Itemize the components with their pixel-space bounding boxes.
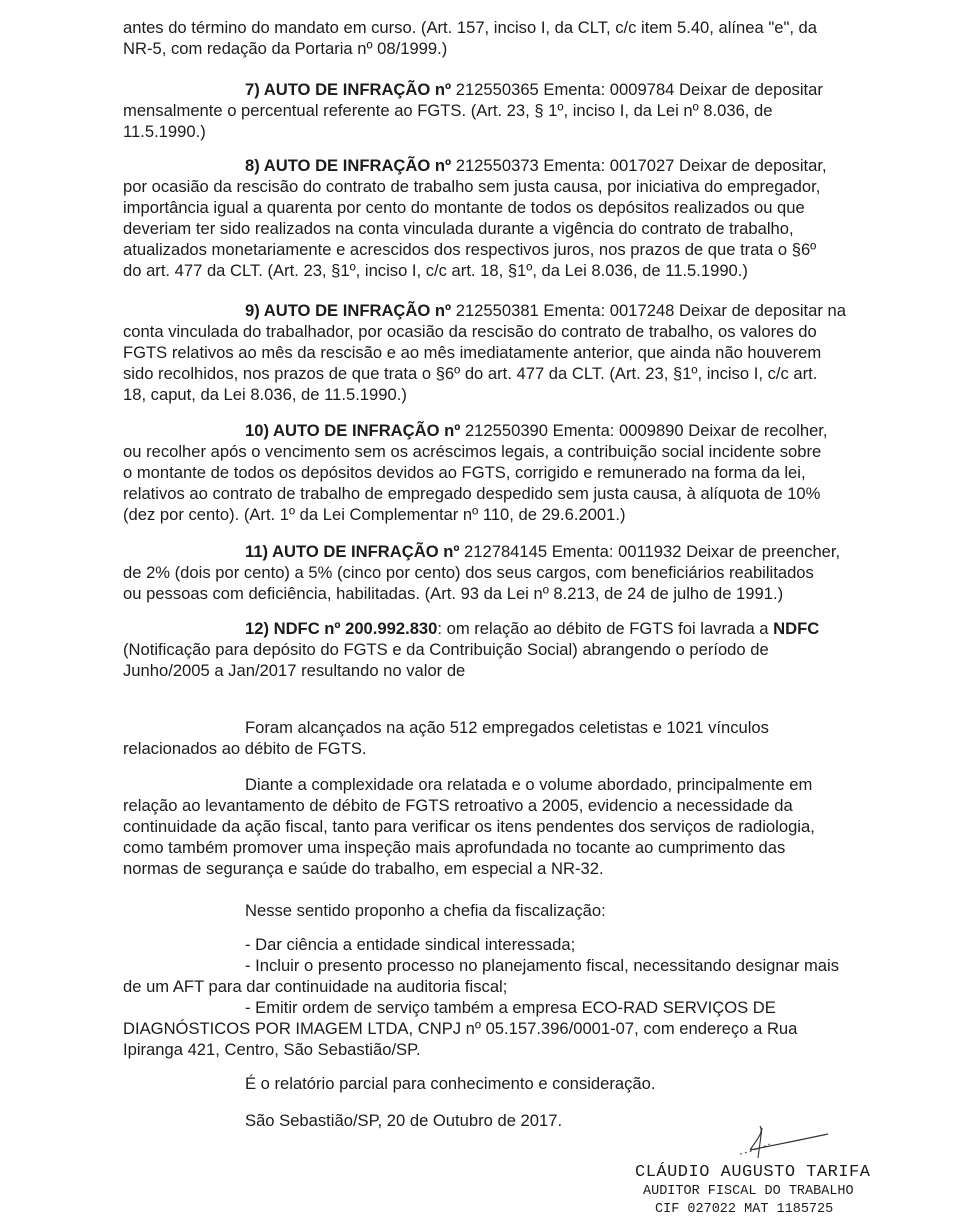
infraction-heading: 11) AUTO DE INFRAÇÃO nº [245, 542, 460, 561]
text-line: continuidade da ação fiscal, tanto para verificar os itens pendentes dos serviços de radiologia, [123, 817, 815, 836]
text-line: ou pessoas com deficiência, habilitadas. (Art. 93 da Lei nº 8.213, de 24 de julho de 1991.) [123, 584, 784, 603]
list-item: - Incluir o presento processo no planejamento fiscal, necessitando designar mais [245, 956, 840, 975]
list-item: - Dar ciência a entidade sindical interessada; [245, 935, 576, 954]
infraction-9 [123, 300, 920, 405]
infraction-heading-line [123, 155, 920, 176]
ndfc-abbrev: NDFC [773, 619, 820, 638]
text-line: Nesse sentido proponho a chefia da fiscalização: [245, 901, 606, 920]
text-line: São Sebastião/SP, 20 de Outubro de 2017. [245, 1111, 563, 1130]
paragraph-employees [123, 717, 920, 759]
ndfc-heading-line [123, 618, 920, 639]
text-line: : om relação ao débito de FGTS foi lavrada a [437, 619, 774, 638]
text-line: o montante de todos os depósitos devidos ao FGTS, corrigido e remunerado na forma da lei, [123, 463, 806, 482]
text-line: ou recolher após o vencimento sem os acréscimos legais, a contribuição social incidente sobre [123, 442, 822, 461]
text-line: atualizados monetariamente e acrescidos dos respectivos juros, nos prazos de que trata o §6º [123, 240, 817, 259]
infraction-heading-line [123, 79, 920, 100]
text-line: Junho/2005 a Jan/2017 resultando no valor de [123, 661, 466, 680]
infraction-heading-line [123, 420, 920, 441]
list-item: - Emitir ordem de serviço também a empresa ECO-RAD SERVIÇOS DE [245, 998, 776, 1017]
text-line: 212550381 Ementa: 0017248 Deixar de depositar na [451, 301, 846, 320]
paragraph-closing [123, 1073, 920, 1094]
text-line: Ipiranga 421, Centro, São Sebastião/SP. [123, 1040, 421, 1059]
infraction-heading: 9) AUTO DE INFRAÇÃO nº [245, 301, 452, 320]
text-line: Diante a complexidade ora relatada e o volume abordado, principalmente em [245, 775, 813, 794]
paragraph-complexity [123, 774, 920, 879]
text-line: 11.5.1990.) [123, 122, 206, 141]
ndfc-heading: 12) NDFC nº 200.992.830 [245, 619, 438, 638]
text-line: 212550390 Ementa: 0009890 Deixar de recolher, [460, 421, 828, 440]
text-line: 18, caput, da Lei 8.036, de 11.5.1990.) [123, 385, 407, 404]
infraction-heading-line [123, 300, 920, 321]
text-line: importância igual a quarenta por cento do montante de todos os depósitos realizados ou que [123, 198, 805, 217]
paragraph-proposal-intro [123, 900, 920, 921]
text-line: 212550373 Ementa: 0017027 Deixar de depositar, [451, 156, 827, 175]
text-line: relação ao levantamento de débito de FGTS retroativo a 2005, evidencio a necessidade da [123, 796, 793, 815]
text-line: DIAGNÓSTICOS POR IMAGEM LTDA, CNPJ nº 05.157.396/0001-07, com endereço a Rua [123, 1019, 798, 1038]
proposal-list [123, 934, 920, 1060]
signature-block [600, 1118, 920, 1222]
text-line: FGTS relativos ao mês da rescisão e ao mês imediatamente anterior, que ainda não houverem [123, 343, 822, 362]
text-line: NR-5, com redação da Portaria nº 08/1999.) [123, 39, 448, 58]
text-line: relativos ao contrato de trabalho de empregado despedido sem justa causa, à alíquota de 10% [123, 484, 821, 503]
paragraph-carryover [123, 17, 920, 59]
text-line: do art. 477 da CLT. (Art. 23, §1º, inciso I, c/c art. 18, §1º, da Lei 8.036, de 11.5.1990.) [123, 261, 748, 280]
text-line: normas de segurança e saúde do trabalho, em especial a NR-32. [123, 859, 604, 878]
text-line: (Notificação para depósito do FGTS e da Contribuição Social) abrangendo o período de [123, 640, 769, 659]
text-line: conta vinculada do trabalhador, por ocasião da rescisão do contrato de trabalho, os valores do [123, 322, 817, 341]
infraction-7 [123, 79, 920, 142]
signatory-role: AUDITOR FISCAL DO TRABALHO [643, 1184, 854, 1199]
text-line: É o relatório parcial para conhecimento e consideração. [245, 1074, 656, 1093]
text-line: 212784145 Ementa: 0011932 Deixar de preencher, [459, 542, 841, 561]
text-line: de um AFT para dar continuidade na auditoria fiscal; [123, 977, 508, 996]
text-line: Foram alcançados na ação 512 empregados celetistas e 1021 vínculos [245, 718, 769, 737]
text-line: relacionados ao débito de FGTS. [123, 739, 367, 758]
signatory-name: CLÁUDIO AUGUSTO TARIFA [635, 1163, 871, 1182]
signatory-ids: CIF 027022 MAT 1185725 [655, 1202, 834, 1217]
infraction-heading: 8) AUTO DE INFRAÇÃO nº [245, 156, 452, 175]
infraction-heading: 10) AUTO DE INFRAÇÃO nº [245, 421, 461, 440]
text-line: mensalmente o percentual referente ao FGTS. (Art. 23, § 1º, inciso I, da Lei nº 8.036, de [123, 101, 773, 120]
infraction-11 [123, 541, 920, 604]
text-line: de 2% (dois por cento) a 5% (cinco por cento) dos seus cargos, com beneficiários reabilitados [123, 563, 814, 582]
text-line: deveriam ter sido realizados na conta vinculada durante a vigência do contrato de trabalho, [123, 219, 794, 238]
text-line: como também promover uma inspeção mais aprofundada no tocante ao cumprimento das [123, 838, 786, 857]
text-line: 212550365 Ementa: 0009784 Deixar de depositar [451, 80, 823, 99]
infraction-10 [123, 420, 920, 525]
infraction-heading-line [123, 541, 920, 562]
infraction-heading: 7) AUTO DE INFRAÇÃO nº [245, 80, 452, 99]
infraction-8 [123, 155, 920, 281]
handwritten-signature [600, 1118, 920, 1168]
ndfc-item-12 [123, 618, 920, 681]
text-line: por ocasião da rescisão do contrato de trabalho sem justa causa, por iniciativa do empregador, [123, 177, 821, 196]
text-line: (dez por cento). (Art. 1º da Lei Complementar nº 110, de 29.6.2001.) [123, 505, 626, 524]
text-line: antes do término do mandato em curso. (Art. 157, inciso I, da CLT, c/c item 5.40, alínea "e", da [123, 18, 818, 37]
text-line: sido recolhidos, nos prazos de que trata o §6º do art. 477 da CLT. (Art. 23, §1º, inciso I, c/c art. [123, 364, 818, 383]
